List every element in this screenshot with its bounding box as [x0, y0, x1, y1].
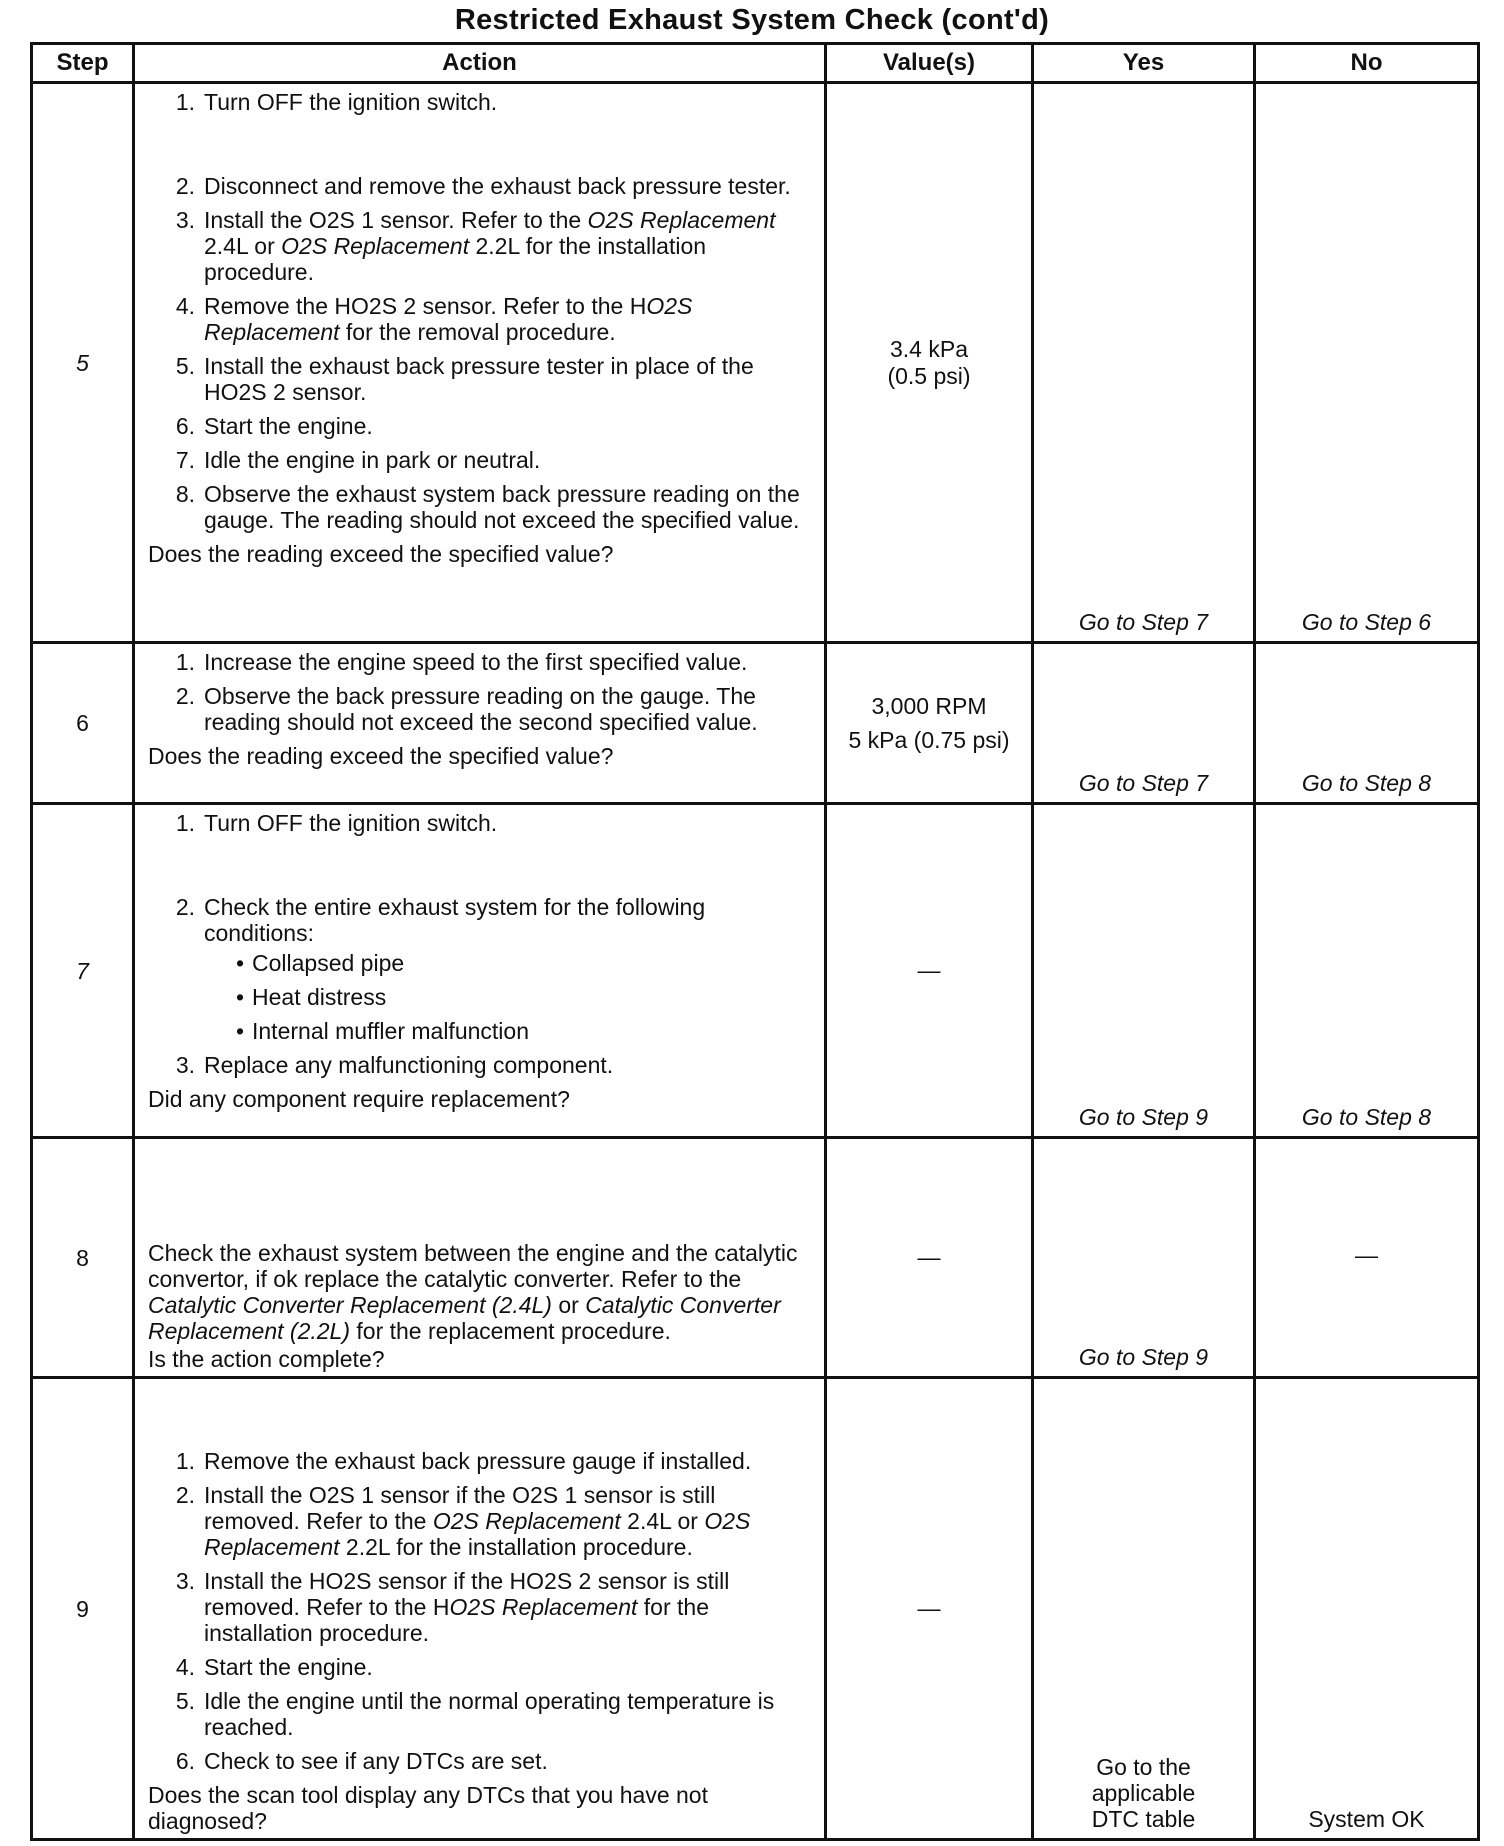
- value-text: —: [917, 957, 941, 983]
- table-row-step-8: [32, 1138, 1479, 1378]
- yes-cell: Go to the applicable DTC table: [1033, 1378, 1255, 1840]
- action-list: [135, 84, 824, 533]
- list-item: • Internal muffler malfunction: [204, 1018, 816, 1044]
- table-row-step-6: [32, 643, 1479, 804]
- list-item: 1 . Increase the engine speed to the first specified value.: [135, 649, 824, 675]
- page-title: Restricted Exhaust System Check (cont'd): [454, 4, 1050, 36]
- header-step: Step: [32, 44, 134, 83]
- header-values: Value(s): [826, 44, 1033, 83]
- value-text: —: [917, 1244, 941, 1270]
- procedure-table: [30, 42, 1480, 1841]
- list-item: 2 . Disconnect and remove the exhaust back pressure tester.: [135, 173, 824, 199]
- list-item: 4 . Remove the HO2S 2 sensor. Refer to the HO2S Replacement for the removal procedure.: [135, 293, 824, 345]
- step-number: 5: [32, 83, 134, 643]
- action-cell: [134, 83, 826, 643]
- list-item: 6 . Start the engine.: [135, 413, 824, 439]
- value-cell: [826, 1138, 1033, 1378]
- value-text: 3.4 kPa: [890, 335, 968, 362]
- no-cell: Go to Step 8: [1255, 804, 1479, 1138]
- action-cell: [134, 1138, 826, 1378]
- action-list: [135, 644, 824, 735]
- list-item: 3 . Install the O2S 1 sensor. Refer to the O2S Replacement 2.4L or O2S Replacement 2.2L for the installation procedure.: [135, 207, 824, 285]
- list-item: • Collapsed pipe: [204, 950, 816, 976]
- list-item: 8 . Observe the exhaust system back pressure reading on the gauge. The reading should not exceed the specified value.: [135, 481, 824, 533]
- yes-cell: Go to Step 7: [1033, 83, 1255, 643]
- list-item: 5 . Idle the engine until the normal operating temperature is reached.: [135, 1688, 824, 1740]
- no-cell: —: [1255, 1138, 1479, 1378]
- value-cell: [826, 643, 1033, 804]
- table-row-step-9: [32, 1378, 1479, 1840]
- value-text: 3,000 RPM: [871, 693, 987, 719]
- step-number: 6: [32, 643, 134, 804]
- value-text: (0.5 psi): [887, 362, 971, 389]
- question-text: Does the reading exceed the specified value?: [148, 541, 614, 567]
- list-item: • Heat distress: [204, 984, 816, 1010]
- yes-cell: Go to Step 9: [1033, 1138, 1255, 1378]
- list-item: 1 . Turn OFF the ignition switch.: [135, 810, 824, 836]
- step-number: 8: [32, 1138, 134, 1378]
- action-cell: [134, 643, 826, 804]
- action-paragraph: Check the exhaust system between the engine and the catalytic convertor, if ok replace the catalytic converter. Refer to the Catalytic Converter Replacement (2.4L) or Catalytic Converter Replacement (2.2L) for the replacement procedure.: [148, 1240, 798, 1344]
- value-text: 5 kPa (0.75 psi): [848, 727, 1010, 753]
- step-number: 7: [32, 804, 134, 1138]
- action-list: [135, 1448, 824, 1774]
- action-cell: [134, 1378, 826, 1840]
- value-cell: [826, 83, 1033, 643]
- list-item: 6 . Check to see if any DTCs are set.: [135, 1748, 824, 1774]
- list-item: 7 . Idle the engine in park or neutral.: [135, 447, 824, 473]
- header-yes: Yes: [1033, 44, 1255, 83]
- list-item: 3 . Replace any malfunctioning component.: [135, 1052, 824, 1078]
- list-item: 2 . Observe the back pressure reading on the gauge. The reading should not exceed the second specified value.: [135, 683, 824, 735]
- value-text: —: [917, 1595, 941, 1621]
- header-no: No: [1255, 44, 1479, 83]
- list-item: 1 . Remove the exhaust back pressure gauge if installed.: [135, 1448, 824, 1474]
- list-item: 2 . Install the O2S 1 sensor if the O2S 1 sensor is still removed. Refer to the O2S Replacement 2.4L or O2S Replacement 2.2L for the installation procedure.: [135, 1482, 824, 1560]
- action-cell: [134, 804, 826, 1138]
- list-item: 2 . Check the entire exhaust system for the following conditions: • Collapsed pipe • Heat distress • Internal muffler malfunction: [135, 894, 824, 1044]
- condition-list: [204, 950, 816, 1044]
- yes-cell: Go to Step 7: [1033, 643, 1255, 804]
- no-cell: Go to Step 8: [1255, 643, 1479, 804]
- table-row-step-5: [32, 83, 1479, 643]
- action-list: [135, 805, 824, 1078]
- question-text: Did any component require replacement?: [148, 1086, 570, 1112]
- header-row: [32, 44, 1479, 83]
- list-item: 4 . Start the engine.: [135, 1654, 824, 1680]
- question-text: Does the scan tool display any DTCs that you have not diagnosed?: [148, 1782, 708, 1834]
- no-cell: Go to Step 6: [1255, 83, 1479, 643]
- step-number: 9: [32, 1378, 134, 1840]
- value-cell: [826, 804, 1033, 1138]
- header-action: Action: [134, 44, 826, 83]
- table-row-step-7: [32, 804, 1479, 1138]
- question-text: Is the action complete?: [148, 1346, 385, 1372]
- question-text: Does the reading exceed the specified value?: [148, 743, 614, 769]
- list-item: 3 . Install the HO2S sensor if the HO2S 2 sensor is still removed. Refer to the HO2S Replacement for the installation procedure.: [135, 1568, 824, 1646]
- value-cell: [826, 1378, 1033, 1840]
- list-item: 5 . Install the exhaust back pressure tester in place of the HO2S 2 sensor.: [135, 353, 824, 405]
- yes-cell: Go to Step 9: [1033, 804, 1255, 1138]
- no-cell: System OK: [1255, 1378, 1479, 1840]
- list-item: 1 . Turn OFF the ignition switch.: [135, 89, 824, 115]
